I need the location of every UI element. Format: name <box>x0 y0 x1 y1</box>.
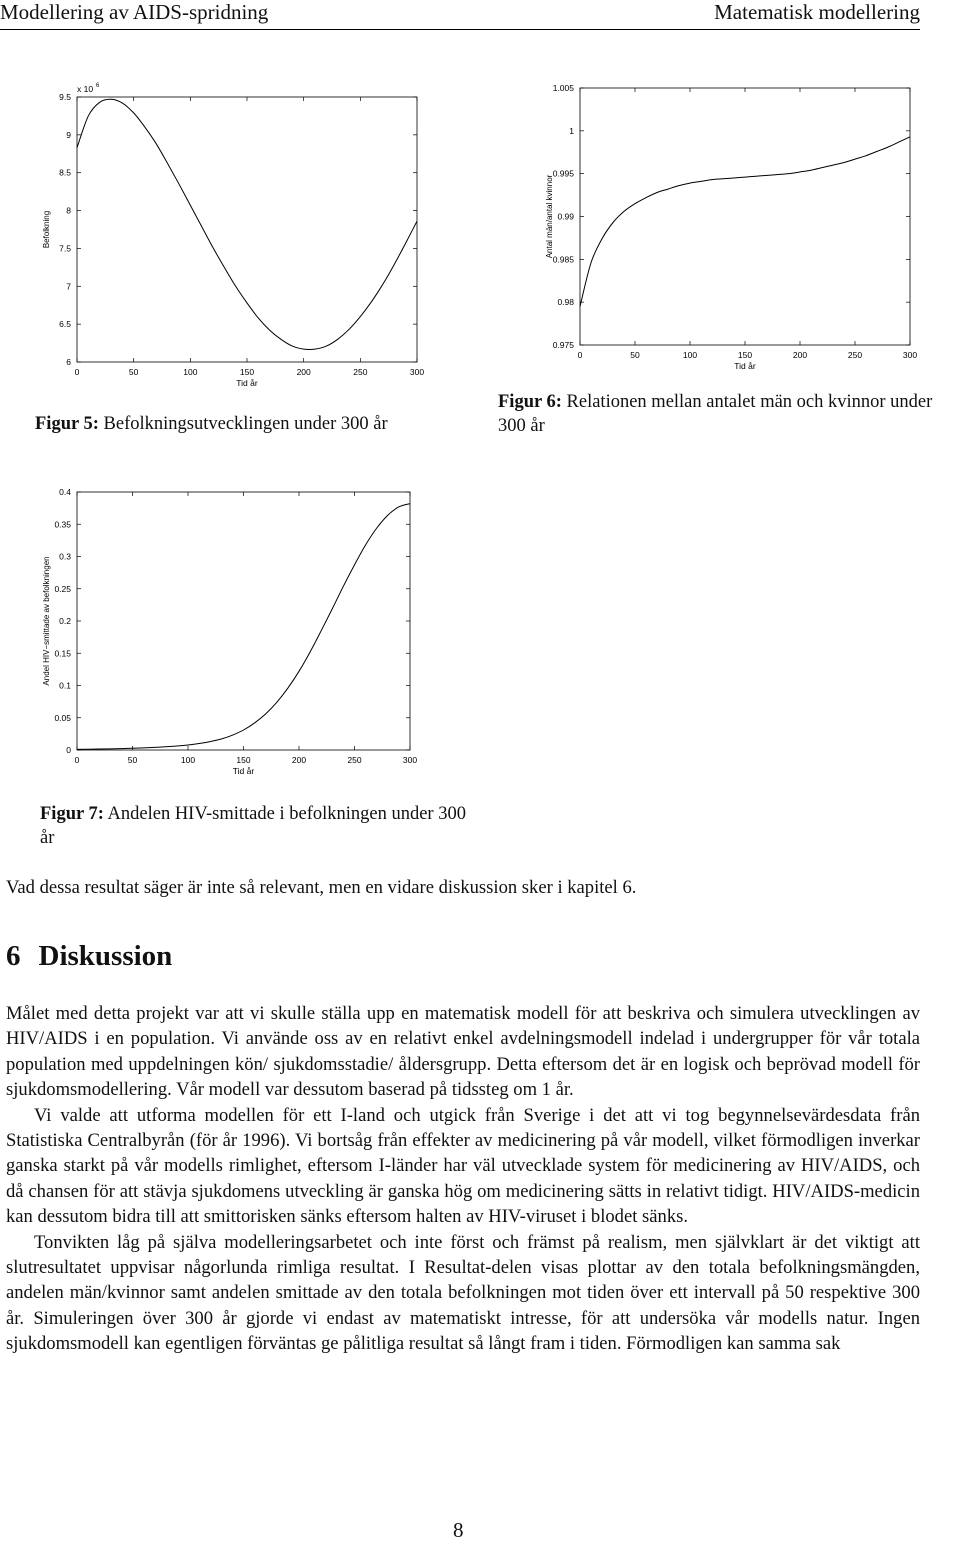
figure-5-caption <box>35 412 455 436</box>
y-tick-label: 1.005 <box>552 83 574 93</box>
y-tick-label: 0.98 <box>557 297 574 308</box>
y-axis-label: Antal män/antal kvinnor <box>545 174 554 259</box>
x-tick-label: 150 <box>239 367 255 377</box>
chart-population <box>40 70 440 390</box>
page-number: 8 <box>453 1518 464 1542</box>
y-tick-label: 0.1 <box>59 680 71 691</box>
y-axis-label: Andel HIV−smittade av befolkningen <box>42 556 51 686</box>
plot-frame <box>77 492 410 750</box>
caption-text: Relationen mellan antalet män och kvinnor under 300 år <box>498 392 933 436</box>
x-tick-label: 200 <box>291 755 307 765</box>
section-heading <box>6 940 172 973</box>
y-tick-label: 0.2 <box>59 616 71 626</box>
figure-5-chart <box>40 70 440 390</box>
x-tick-label: 0 <box>74 755 80 765</box>
y-exponent-label: x 10 <box>77 84 94 94</box>
header-rule <box>0 29 920 30</box>
y-tick-label: 9 <box>66 129 71 140</box>
y-tick-label: 8.5 <box>59 167 71 178</box>
x-axis-label: Tid år <box>232 766 255 776</box>
x-tick-label: 50 <box>128 367 139 377</box>
y-tick-label: 7 <box>66 281 71 292</box>
x-tick-label: 150 <box>737 350 753 360</box>
intro-sentence <box>6 875 920 900</box>
y-tick-label: 0.3 <box>59 551 71 562</box>
running-header <box>0 0 960 26</box>
x-tick-label: 300 <box>902 350 918 360</box>
x-tick-label: 50 <box>630 350 640 360</box>
y-tick-label: 7.5 <box>59 243 71 254</box>
chart-sex-ratio <box>530 70 930 390</box>
y-tick-label: 0.35 <box>54 519 71 530</box>
plot-frame <box>580 88 910 345</box>
caption-text: Andelen HIV-smittade i befolkningen under 300 år <box>40 804 466 848</box>
series-line <box>77 504 410 750</box>
y-tick-label: 0.4 <box>59 487 71 497</box>
y-axis-label: Befolkning <box>42 210 51 249</box>
x-tick-label: 250 <box>353 367 368 377</box>
y-tick-label: 1 <box>569 125 574 136</box>
x-tick-label: 100 <box>180 755 196 765</box>
chart-hiv-share <box>40 480 440 790</box>
paragraph-2: Vi valde att utforma modellen för ett I-land och utgick från Sverige i det att vi tog begynnelsevärdesdata från Statistiska Centralbyrån (för år 1996). Vi bortsåg från effekter av medicinering på vår modell, vilket förmodligen inverkar ganska starkt på vår modells rimlighet, eftersom I-länder har väl utvecklade system för medicinering av HIV/AIDS, och då chansen för att stävja sjukdomens utveckling är ganska hög om medicinering sätts in relativt tidigt. HIV/AIDS-medicin kan dessutom bidra till att smittorisken sänks eftersom halten av HIV-viruset i blodet sänks. <box>6 1104 920 1228</box>
x-tick-label: 0 <box>74 367 80 377</box>
y-tick-label: 8 <box>66 205 71 216</box>
y-tick-label: 9.5 <box>59 92 71 102</box>
section-number: 6 <box>6 940 21 972</box>
caption-label: Figur 5: <box>35 414 99 434</box>
x-tick-label: 50 <box>127 755 138 765</box>
y-tick-label: 0.05 <box>54 712 71 723</box>
header-left: Modellering av AIDS-spridning <box>0 0 269 24</box>
y-tick-label: 0 <box>66 745 71 755</box>
y-tick-label: 0.15 <box>54 648 71 659</box>
y-tick-label: 0.25 <box>54 583 71 594</box>
y-tick-label: 0.975 <box>552 340 574 350</box>
section-title: Diskussion <box>38 940 173 972</box>
x-tick-label: 0 <box>577 350 583 360</box>
series-line <box>77 99 417 349</box>
figure-7-chart <box>40 480 440 790</box>
figure-6-caption <box>498 390 938 438</box>
x-axis-label: Tid år <box>734 361 756 371</box>
x-tick-label: 100 <box>183 367 198 377</box>
paragraph-3: Tonvikten låg på själva modelleringsarbetet och inte först och främst på realism, men självklart är det viktigt att slutresultatet uppvisar någorlunda rimliga resultat. I Resultat-delen visas plottar av den totala befolkningsmängden, andelen män/kvinnor samt andelen smittade av den totala befolkningen mot tiden över ett intervall på 50 respektive 300 år. Simuleringen över 300 år gjorde vi endast av matematiskt intresse, för att undersöka vår modells natur. Ingen sjukdomsmodell kan egentligen förväntas ge pålitliga resultat så långt fram i tiden. Förmodligen kan samma sak <box>6 1231 920 1355</box>
caption-label: Figur 6: <box>498 392 562 412</box>
y-tick-label: 0.995 <box>552 168 574 179</box>
discussion-body <box>6 1001 920 1357</box>
x-tick-label: 250 <box>347 755 362 765</box>
x-tick-label: 250 <box>847 350 863 360</box>
x-tick-label: 300 <box>409 367 425 377</box>
caption-text: Befolkningsutvecklingen under 300 år <box>103 414 388 434</box>
intro-paragraph: Vad dessa resultat säger är inte så relevant, men en vidare diskussion sker i kapitel 6. <box>6 877 637 898</box>
y-tick-label: 0.985 <box>552 254 574 265</box>
x-tick-label: 100 <box>682 350 698 360</box>
caption-label: Figur 7: <box>40 804 104 824</box>
x-axis-label: Tid år <box>236 378 258 388</box>
y-tick-label: 0.99 <box>557 211 574 222</box>
figure-6-chart <box>530 70 930 390</box>
x-tick-label: 200 <box>792 350 808 360</box>
y-tick-label: 6.5 <box>59 319 71 330</box>
x-tick-label: 200 <box>296 367 311 377</box>
plot-frame <box>77 97 417 362</box>
header-right: Matematisk modellering <box>714 0 920 24</box>
x-tick-label: 150 <box>236 755 251 765</box>
paragraph-1: Målet med detta projekt var att vi skulle ställa upp en matematisk modell för att beskriva och simulera utvecklingen av HIV/AIDS i en population. Vi använde oss av en relativt enkel avdelningsmodell indelad i undergrupper för vår totala population med uppdelningen kön/ sjukdomsstadie/ åldersgrupp. Detta eftersom det är en logisk och beprövad modell för sjukdomsmodellering. Vår modell var dessutom baserad på tidssteg om 1 år. <box>6 1003 920 1101</box>
x-tick-label: 300 <box>402 755 418 765</box>
y-exponent-power: 6 <box>96 83 100 89</box>
figure-7-caption <box>40 802 480 850</box>
y-tick-label: 6 <box>66 357 71 367</box>
series-line <box>580 137 910 307</box>
